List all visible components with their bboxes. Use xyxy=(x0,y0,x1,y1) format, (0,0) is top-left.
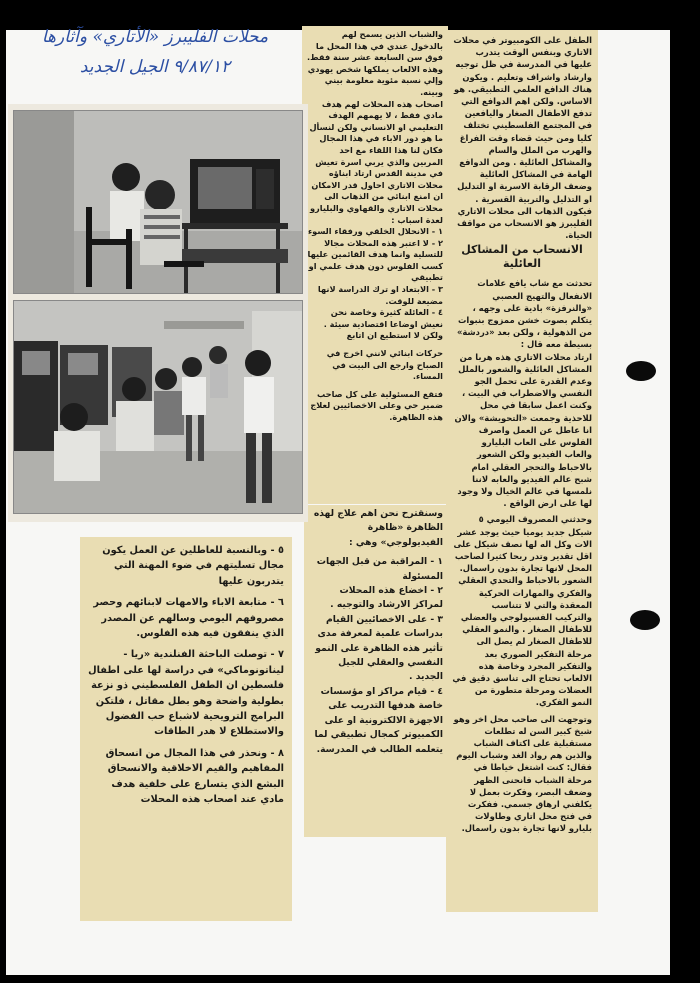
list-item: ٣ - الابتعاد او ترك الدراسة لانها مضيعة للوقت. xyxy=(317,284,443,306)
paragraph: اصحاب هذه المحلات لهم هدف مادي فقط ، لا يهمهم الهدف التعليمي او الانساني ولكن لنسأل ما هو دور الاباء في هذا المجال فكان لنا هذا اللقاء مع احد المربين والذي يربي اسرة تعيش في مدينة القدس ارتاد ابناؤه محلات الاتاري احاول قدر الامكان ان امنع ابنائي من الذهاب الى محلات الاتاري والقهاوي والبليارو لعدة اسباب : xyxy=(309,98,443,225)
list-item: ٥ - وبالنسبة للعاطلين عن العمل يكون مجال تسليتهم في ضوء المهنة التي يتدربون عليها xyxy=(102,545,284,587)
list-item: ٦ - متابعة الاباء والامهات لابنائهم وحصر مصروفهم اليومي وسالهم عن المصدر الذي ينفقون فيه هذه الفلوس. xyxy=(93,597,284,640)
paragraph: وتوجهت الى صاحب محل اخر وهو شيخ كبير السن له تطلعات مستقبلية على اكتاف الشباب والذين هم رواد الغد وشباب اليوم فقال: كنت اشتغل خياطا في مرحلة الشباب فانحنى الظهر وضعف البصر، وفكرت بعمل لا يكلفني ارهاق جسمي. ففكرت في فتح محل اتاري وطاولات بليارو لانها تجارة بدون راسمال. xyxy=(453,713,592,834)
paragraph: وسنقترح نحن اهم علاج لهذه الظاهرة «ظاهرة الفيديولوجي» وهي : xyxy=(313,508,443,548)
list-item: ١ - الانحلال الخلقي ورفقاء السوء xyxy=(308,226,443,237)
article-middle-column-bottom xyxy=(304,505,448,837)
handwritten-line-2: ٩/٨٧/١٢ الجيل الجديد xyxy=(79,57,231,77)
list-item: ١ - المراقبة من قبل الجهات المسئولة xyxy=(316,556,443,582)
list-item: ٤ - قيام مراكز او مؤسسات خاصة هدفها التدريب على الاجهزة الالكترونية او على الكمبيوتر كمجال تطبيقي لما يتعلمه الطالب في المدرسة. xyxy=(314,685,443,755)
paragraph: وحدثني المصروف اليومي ٥ شيكل جديد يوميا حيث يوجد عشر الات وكل اله لها نصف شيكل على اقل تقدير وتدر ربحا كثيرا لصاحب المحل لانها تجارة بدون راسمال. xyxy=(453,514,592,574)
paragraph: والشباب الذين يسمح لهم بالدخول عندي في هذا المحل ما فوق سن السابعة عشر سنة فقط. وهذه الالعاب يملكها شخص يهودي وإلي نسبة مئوية معلومة بيني وبينه. xyxy=(307,29,443,97)
list-item: ٢ - لا اعتبر هذه المحلات مجالا للتسلية وانما هدف القائمين عليها كسب الفلوس دون هدف علمي او تطبيقي xyxy=(307,237,443,283)
paragraph: الشعور بالاحباط والتحدي العقلي والفكري والمهارات الحركية المعقدة والتي لا تتناسب والتركيب الفسيولوجي والعضلي للاطفال الصغار . والنمو العقلي للاطفال الصغار لم يصل الى مرحلة التفكير الصوري بعد والتفكير المجرد وخاصة هذه الالعاب تحتاج الى تناسق دقيق في العضلات ومرحلة متطورة من النمو الفكري. xyxy=(452,575,592,708)
punch-hole-top xyxy=(626,361,656,381)
article-right-column xyxy=(446,30,598,912)
paragraph: ارتاد محلات الاتاري هذه هربا من المشاكل العائلية والشعور بالملل وعدم القدرة على تحمل الجو النفسي والاضطراب في البيت ، وكنت اعمل سابقا في محل للاحذية وجمعت «التحويشة» والان انا عاطل عن العمل واصرف الفلوس على العاب البليارو والعاب الفيديو ولكن الشعور بالاحباط والتحجر العقلي امام شبح عالم الفيديو والعابه لاننا نلمسها في عالم الخيال ولا وجود لها على ارض الواقع . xyxy=(454,351,592,509)
list-item: ٨ - ونحذر في هذا المجال من انسحاق المفاهيم والقيم الاخلاقية والانسحاق البشع الذي يتسارع على خلفية هدف مادي عند اصحاب هذه المحلات xyxy=(105,747,284,806)
section-heading: الانسحاب من المشاكل العائلية xyxy=(461,243,583,271)
punch-hole-bottom xyxy=(630,610,660,630)
article-left-column xyxy=(80,537,292,921)
photo-children-in-arcade xyxy=(13,300,303,514)
photo-block xyxy=(8,104,308,522)
handwritten-note xyxy=(14,22,296,94)
list-item: ٣ - على الاخصائيين القيام بدراسات علمية لمعرفة مدى تأثير هذه الظاهرة على النمو النفسي والعقلي للجيل الجديد . xyxy=(315,613,443,683)
list-item: ٤ - العائلة كثيرة وخاصة نحن نعيش اوضاعا اقتصادية سيئة . ولكن لا استطيع ان اتابع xyxy=(323,307,443,341)
list-item: ٢ - اخضاع هذه المحلات لمراكز الارشاد والتوجيه . xyxy=(330,585,443,611)
handwritten-line-1: محلات الفليبرز «الأتاري» وآثارها xyxy=(41,27,269,47)
paragraph: تحدثت مع شاب يافع علامات الانفعال والتهيج العصبي «والنرفزة» بادية على وجهه ، يتكلم بصوت خشن ممزوج بنبوات من الذهولية ، ولكن بعد «دردشة» بسيطة معه قال : xyxy=(456,278,592,350)
paragraph: فتقع المسئولية على كل صاحب ضمير حي وعلى الاخصائيين لعلاج هذه الظاهرة. xyxy=(310,388,443,422)
paragraph: حركات ابنائي لانني اخرج في الصباح وارجع الى البيت في المساء. xyxy=(326,348,443,382)
paragraph: الطفل على الكومبيوتر في محلات الاتاري وبنفس الوقت يتدرب عليها في المدرسة في ظل توجيه وارشاد واشراف وتعليم . ويكون هناك الدافع العلمي التطبيقي. هو الاساس. ولكن اهم الدوافع التي تدفع الاطفال الصغار واليافعين في المجتمع الفلسطيني تختلف كليا ومن حيث قضاء وقت الفراغ والهرب من الملل والسام والمشاكل العائلية . ومن الدوافع الهامة في المشاكل العائلية وضعف الرقابة الاسرية او التدليل او التذليل والتربية القسرية . فيكون الذهاب الى محلات الاتاري الفليبرز هو الانسحاب من مواقف الحياة. xyxy=(453,35,592,241)
article-middle-column-top xyxy=(302,26,448,504)
list-item: ٧ - توصلت الباحثة الفنلندية «ريا - ليناتونوماكي» في دراسة لها على اطفال فلسطين ان الطفل الفلسطيني ذو نزعة بطولية واضحة وهو بطل مقاتل ، فلتكن البرامج الترويحية لاشباع حب الفضول والاستطلاع لا هدر الطاقات xyxy=(88,649,284,738)
photo-children-at-tv xyxy=(13,110,303,294)
